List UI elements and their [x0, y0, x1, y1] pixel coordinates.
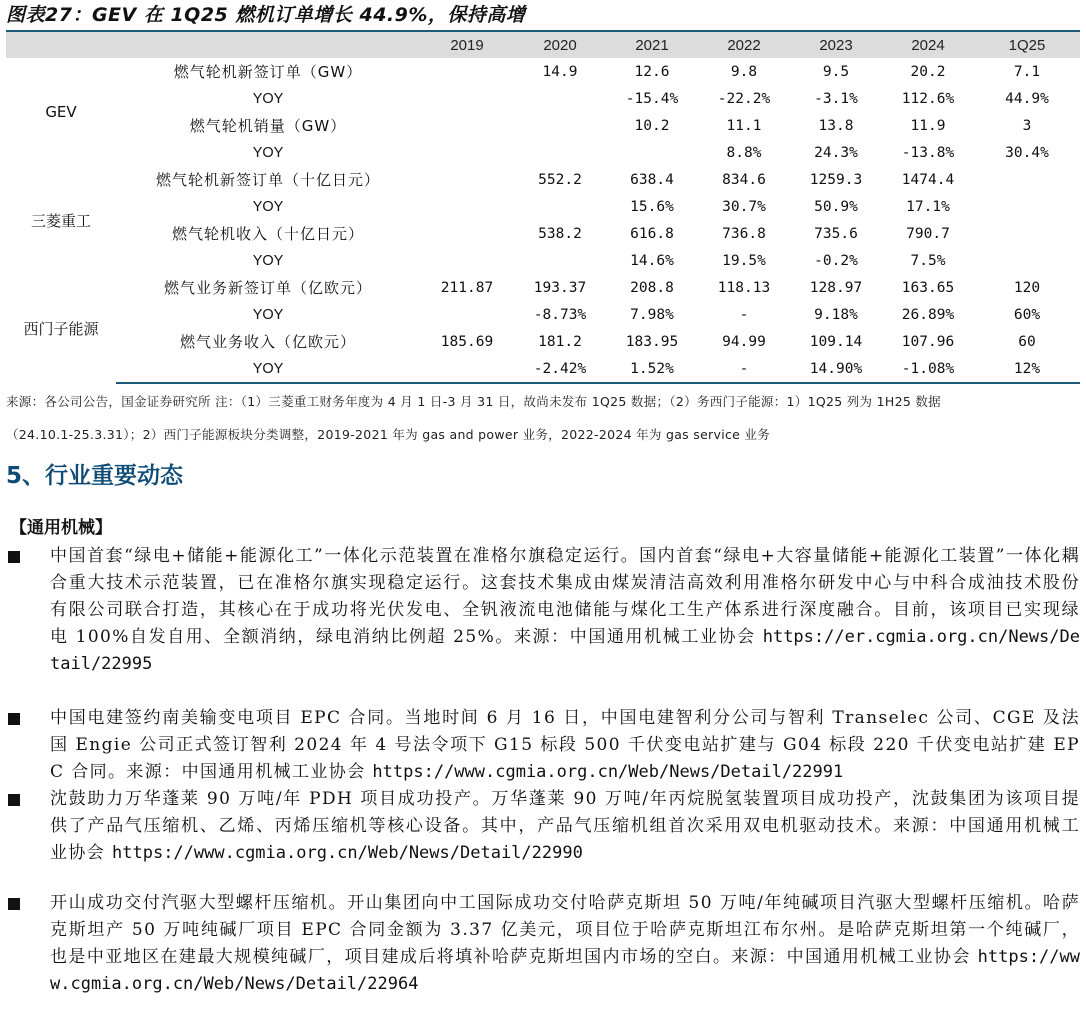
- value-cell: 181.2: [538, 333, 582, 350]
- subheading-general-machinery: 【通用机械】: [10, 518, 112, 538]
- value-cell: [420, 166, 514, 193]
- value-cell: 17.1%: [906, 198, 950, 215]
- value-cell: [420, 112, 514, 139]
- company-cell: GEV: [45, 103, 77, 121]
- metric-cell: 燃气轮机新签订单（十亿日元）: [155, 171, 380, 189]
- value-cell: [606, 139, 698, 166]
- value-cell: 14.6%: [630, 252, 674, 269]
- header-metric: [116, 31, 420, 58]
- table-row: [6, 193, 1080, 220]
- value-cell: 12%: [974, 355, 1080, 383]
- table-row: [6, 301, 1080, 328]
- square-bullet-icon: [8, 713, 20, 725]
- table-row: [6, 328, 1080, 355]
- value-cell: 185.69: [440, 333, 494, 350]
- value-cell: 616.8: [630, 225, 674, 242]
- company-cell: 西门子能源: [23, 320, 99, 338]
- header-1q25: 1Q25: [974, 31, 1080, 58]
- value-cell: [514, 193, 606, 220]
- header-2023: 2023: [790, 31, 882, 58]
- value-cell: 7.98%: [630, 306, 674, 323]
- table-row: [6, 58, 1080, 85]
- value-cell: 60%: [1013, 306, 1041, 323]
- value-cell: 10.2: [634, 117, 670, 134]
- value-cell: [514, 85, 606, 112]
- table-row: [6, 166, 1080, 193]
- value-cell: [514, 247, 606, 274]
- header-company: [6, 31, 116, 58]
- square-bullet-icon: [8, 551, 20, 563]
- table-row: [6, 85, 1080, 112]
- header-2022: 2022: [698, 31, 790, 58]
- value-cell: 24.3%: [814, 144, 858, 161]
- value-cell: 163.65: [901, 279, 955, 296]
- news-source-link[interactable]: https://www.cgmia.org.cn/Web/News/Detail/22991: [372, 762, 844, 782]
- value-cell: 13.8: [818, 117, 854, 134]
- news-text: 开山成功交付汽驱大型螺杆压缩机。开山集团向中工国际成功交付哈萨克斯坦 50 万吨/年纯碱项目汽驱大型螺杆压缩机。哈萨克斯坦产 50 万吨纯碱厂项目 EPC 合同金额为 3.37 亿美元，项目位于哈萨克斯坦江布尔州。是哈萨克斯坦第一个纯碱厂，也是中亚地区在建最大规模纯碱厂，项目建成后将填补哈萨克斯坦国内市场的空白。来源：中国通用机械工业协会: [50, 893, 1080, 967]
- value-cell: 11.1: [726, 117, 762, 134]
- value-cell: 9.18%: [814, 306, 858, 323]
- value-cell: 94.99: [722, 333, 766, 350]
- value-cell: -: [739, 306, 749, 323]
- table-header-row: [6, 31, 1080, 58]
- news-source-link[interactable]: https://www.cgmia.org.cn/Web/News/Detail/22964: [50, 947, 1080, 994]
- value-cell: [514, 112, 606, 139]
- value-cell: [420, 193, 514, 220]
- value-cell: 834.6: [722, 171, 766, 188]
- news-source-link[interactable]: https://er.cgmia.org.cn/News/Detail/22995: [50, 627, 1080, 674]
- table-row: [6, 112, 1080, 139]
- value-cell: 19.5%: [722, 252, 766, 269]
- value-cell: 211.87: [440, 279, 494, 296]
- value-cell: 120: [1013, 279, 1041, 296]
- value-cell: 1259.3: [809, 171, 863, 188]
- value-cell: [974, 193, 1080, 220]
- table-row: [6, 247, 1080, 274]
- value-cell: -8.73%: [533, 306, 587, 323]
- value-cell: 7.1: [1013, 63, 1041, 80]
- value-cell: [974, 220, 1080, 247]
- news-source-link[interactable]: https://www.cgmia.org.cn/Web/News/Detail/22990: [112, 843, 583, 863]
- value-cell: 14.90%: [790, 355, 882, 383]
- metric-cell: 燃气轮机收入（十亿日元）: [171, 225, 364, 243]
- value-cell: 26.89%: [901, 306, 955, 323]
- header-2024: 2024: [882, 31, 974, 58]
- news-body: [50, 890, 1080, 998]
- metric-cell: YOY: [252, 252, 284, 269]
- value-cell: [420, 85, 514, 112]
- metric-cell: 燃气业务新签订单（亿欧元）: [163, 279, 372, 297]
- news-text: 中国首套“绿电+储能+能源化工”一体化示范装置在准格尔旗稳定运行。国内首套“绿电+大容量储能+能源化工装置”一体化耦合重大技术示范装置，已在准格尔旗实现稳定运行。这套技术集成由煤炭清洁高效利用准格尔研发中心与中科合成油技术股份有限公司联合打造，其核心在于成功将光伏发电、全钒液流电池储能与煤化工生产体系进行深度融合。目前，该项目已实现绿电 100%自发自用、全额消纳，绿电消纳比例超 25%。来源：中国通用机械工业协会: [50, 546, 1080, 647]
- value-cell: 60: [1018, 333, 1036, 350]
- value-cell: 790.7: [906, 225, 950, 242]
- value-cell: 208.8: [630, 279, 674, 296]
- metric-cell: YOY: [116, 355, 420, 383]
- header-2021: 2021: [606, 31, 698, 58]
- value-cell: 552.2: [538, 171, 582, 188]
- value-cell: -3.1%: [814, 90, 858, 107]
- value-cell: -2.42%: [514, 355, 606, 383]
- value-cell: 538.2: [538, 225, 582, 242]
- gas-turbine-orders-table: [6, 30, 1080, 384]
- news-text: 中国电建签约南美输变电项目 EPC 合同。当地时间 6 月 16 日，中国电建智利分公司与智利 Transelec 公司、CGE 及法国 Engie 公司正式签订智利 2024 年 4 号法令项下 G15 标段 500 千伏变电站扩建与 G04 标段 220 千伏变电站扩建 EPC 合同。来源：中国通用机械工业协会: [50, 708, 1080, 782]
- value-cell: 638.4: [630, 171, 674, 188]
- value-cell: 20.2: [910, 63, 946, 80]
- value-cell: 1.52%: [606, 355, 698, 383]
- value-cell: 735.6: [814, 225, 858, 242]
- value-cell: 12.6: [634, 63, 670, 80]
- value-cell: 112.6%: [901, 90, 955, 107]
- value-cell: [420, 220, 514, 247]
- value-cell: [420, 139, 514, 166]
- value-cell: 50.9%: [814, 198, 858, 215]
- table-row: [6, 355, 1080, 383]
- metric-cell: 燃气业务收入（亿欧元）: [179, 333, 356, 351]
- value-cell: 1474.4: [901, 171, 955, 188]
- value-cell: -15.4%: [625, 90, 679, 107]
- value-cell: 107.96: [901, 333, 955, 350]
- value-cell: 30.7%: [722, 198, 766, 215]
- value-cell: [974, 166, 1080, 193]
- table-row: [6, 274, 1080, 301]
- source-note-line-1: 来源：各公司公告，国金证券研究所 注：（1）三菱重工财务年度为 4 月 1 日-3 月 31 日，故尚未发布 1Q25 数据；（2）务西门子能源：1）1Q25 列为 1H25 数据: [6, 394, 941, 409]
- source-note-line-2: （24.10.1-25.3.31）；2）西门子能源板块分类调整，2019-2021 年为 gas and power 业务，2022-2024 年为 gas service 业务: [6, 427, 771, 442]
- news-text: 沈鼓助力万华蓬莱 90 万吨/年 PDH 项目成功投产。万华蓬莱 90 万吨/年丙烷脱氢装置项目成功投产，沈鼓集团为该项目提供了产品气压缩机、乙烯、丙烯压缩机等核心设备。其中，产品气压缩机组首次采用双电机驱动技术。来源：中国通用机械工业协会: [50, 789, 1080, 863]
- value-cell: [420, 301, 514, 328]
- metric-cell: YOY: [252, 144, 284, 161]
- value-cell: -1.08%: [882, 355, 974, 383]
- value-cell: 7.5%: [910, 252, 946, 269]
- value-cell: 14.9: [542, 63, 578, 80]
- value-cell: [420, 247, 514, 274]
- header-2019: 2019: [420, 31, 514, 58]
- news-body: [50, 543, 1080, 678]
- value-cell: 44.9%: [1005, 90, 1049, 107]
- square-bullet-icon: [8, 898, 20, 910]
- value-cell: -22.2%: [717, 90, 771, 107]
- value-cell: 30.4%: [1005, 144, 1049, 161]
- metric-cell: 燃气轮机销量（GW）: [189, 117, 347, 135]
- value-cell: -13.8%: [901, 144, 955, 161]
- value-cell: 9.5: [822, 63, 850, 80]
- value-cell: [420, 58, 514, 85]
- value-cell: 118.13: [717, 279, 771, 296]
- value-cell: 736.8: [722, 225, 766, 242]
- square-bullet-icon: [8, 794, 20, 806]
- value-cell: [420, 355, 514, 383]
- news-body: [50, 705, 1080, 786]
- value-cell: 8.8%: [726, 144, 762, 161]
- table-row: [6, 220, 1080, 247]
- value-cell: 109.14: [809, 333, 863, 350]
- value-cell: 11.9: [910, 117, 946, 134]
- value-cell: [514, 139, 606, 166]
- company-cell: 三菱重工: [30, 211, 91, 230]
- value-cell: 183.95: [625, 333, 679, 350]
- metric-cell: YOY: [252, 306, 284, 323]
- table-row: [6, 139, 1080, 166]
- value-cell: 128.97: [809, 279, 863, 296]
- value-cell: 15.6%: [630, 198, 674, 215]
- header-2020: 2020: [514, 31, 606, 58]
- figure-title: 图表27：GEV 在 1Q25 燃机订单增长 44.9%，保持高增: [6, 4, 526, 26]
- value-cell: 3: [1022, 117, 1032, 134]
- value-cell: 193.37: [533, 279, 587, 296]
- value-cell: -0.2%: [814, 252, 858, 269]
- section-title: 5、行业重要动态: [6, 463, 184, 489]
- metric-cell: YOY: [252, 90, 284, 107]
- value-cell: [974, 247, 1080, 274]
- news-body: [50, 786, 1080, 867]
- metric-cell: YOY: [252, 198, 284, 215]
- metric-cell: 燃气轮机新签订单（GW）: [173, 63, 363, 81]
- value-cell: 9.8: [730, 63, 758, 80]
- value-cell: -: [698, 355, 790, 383]
